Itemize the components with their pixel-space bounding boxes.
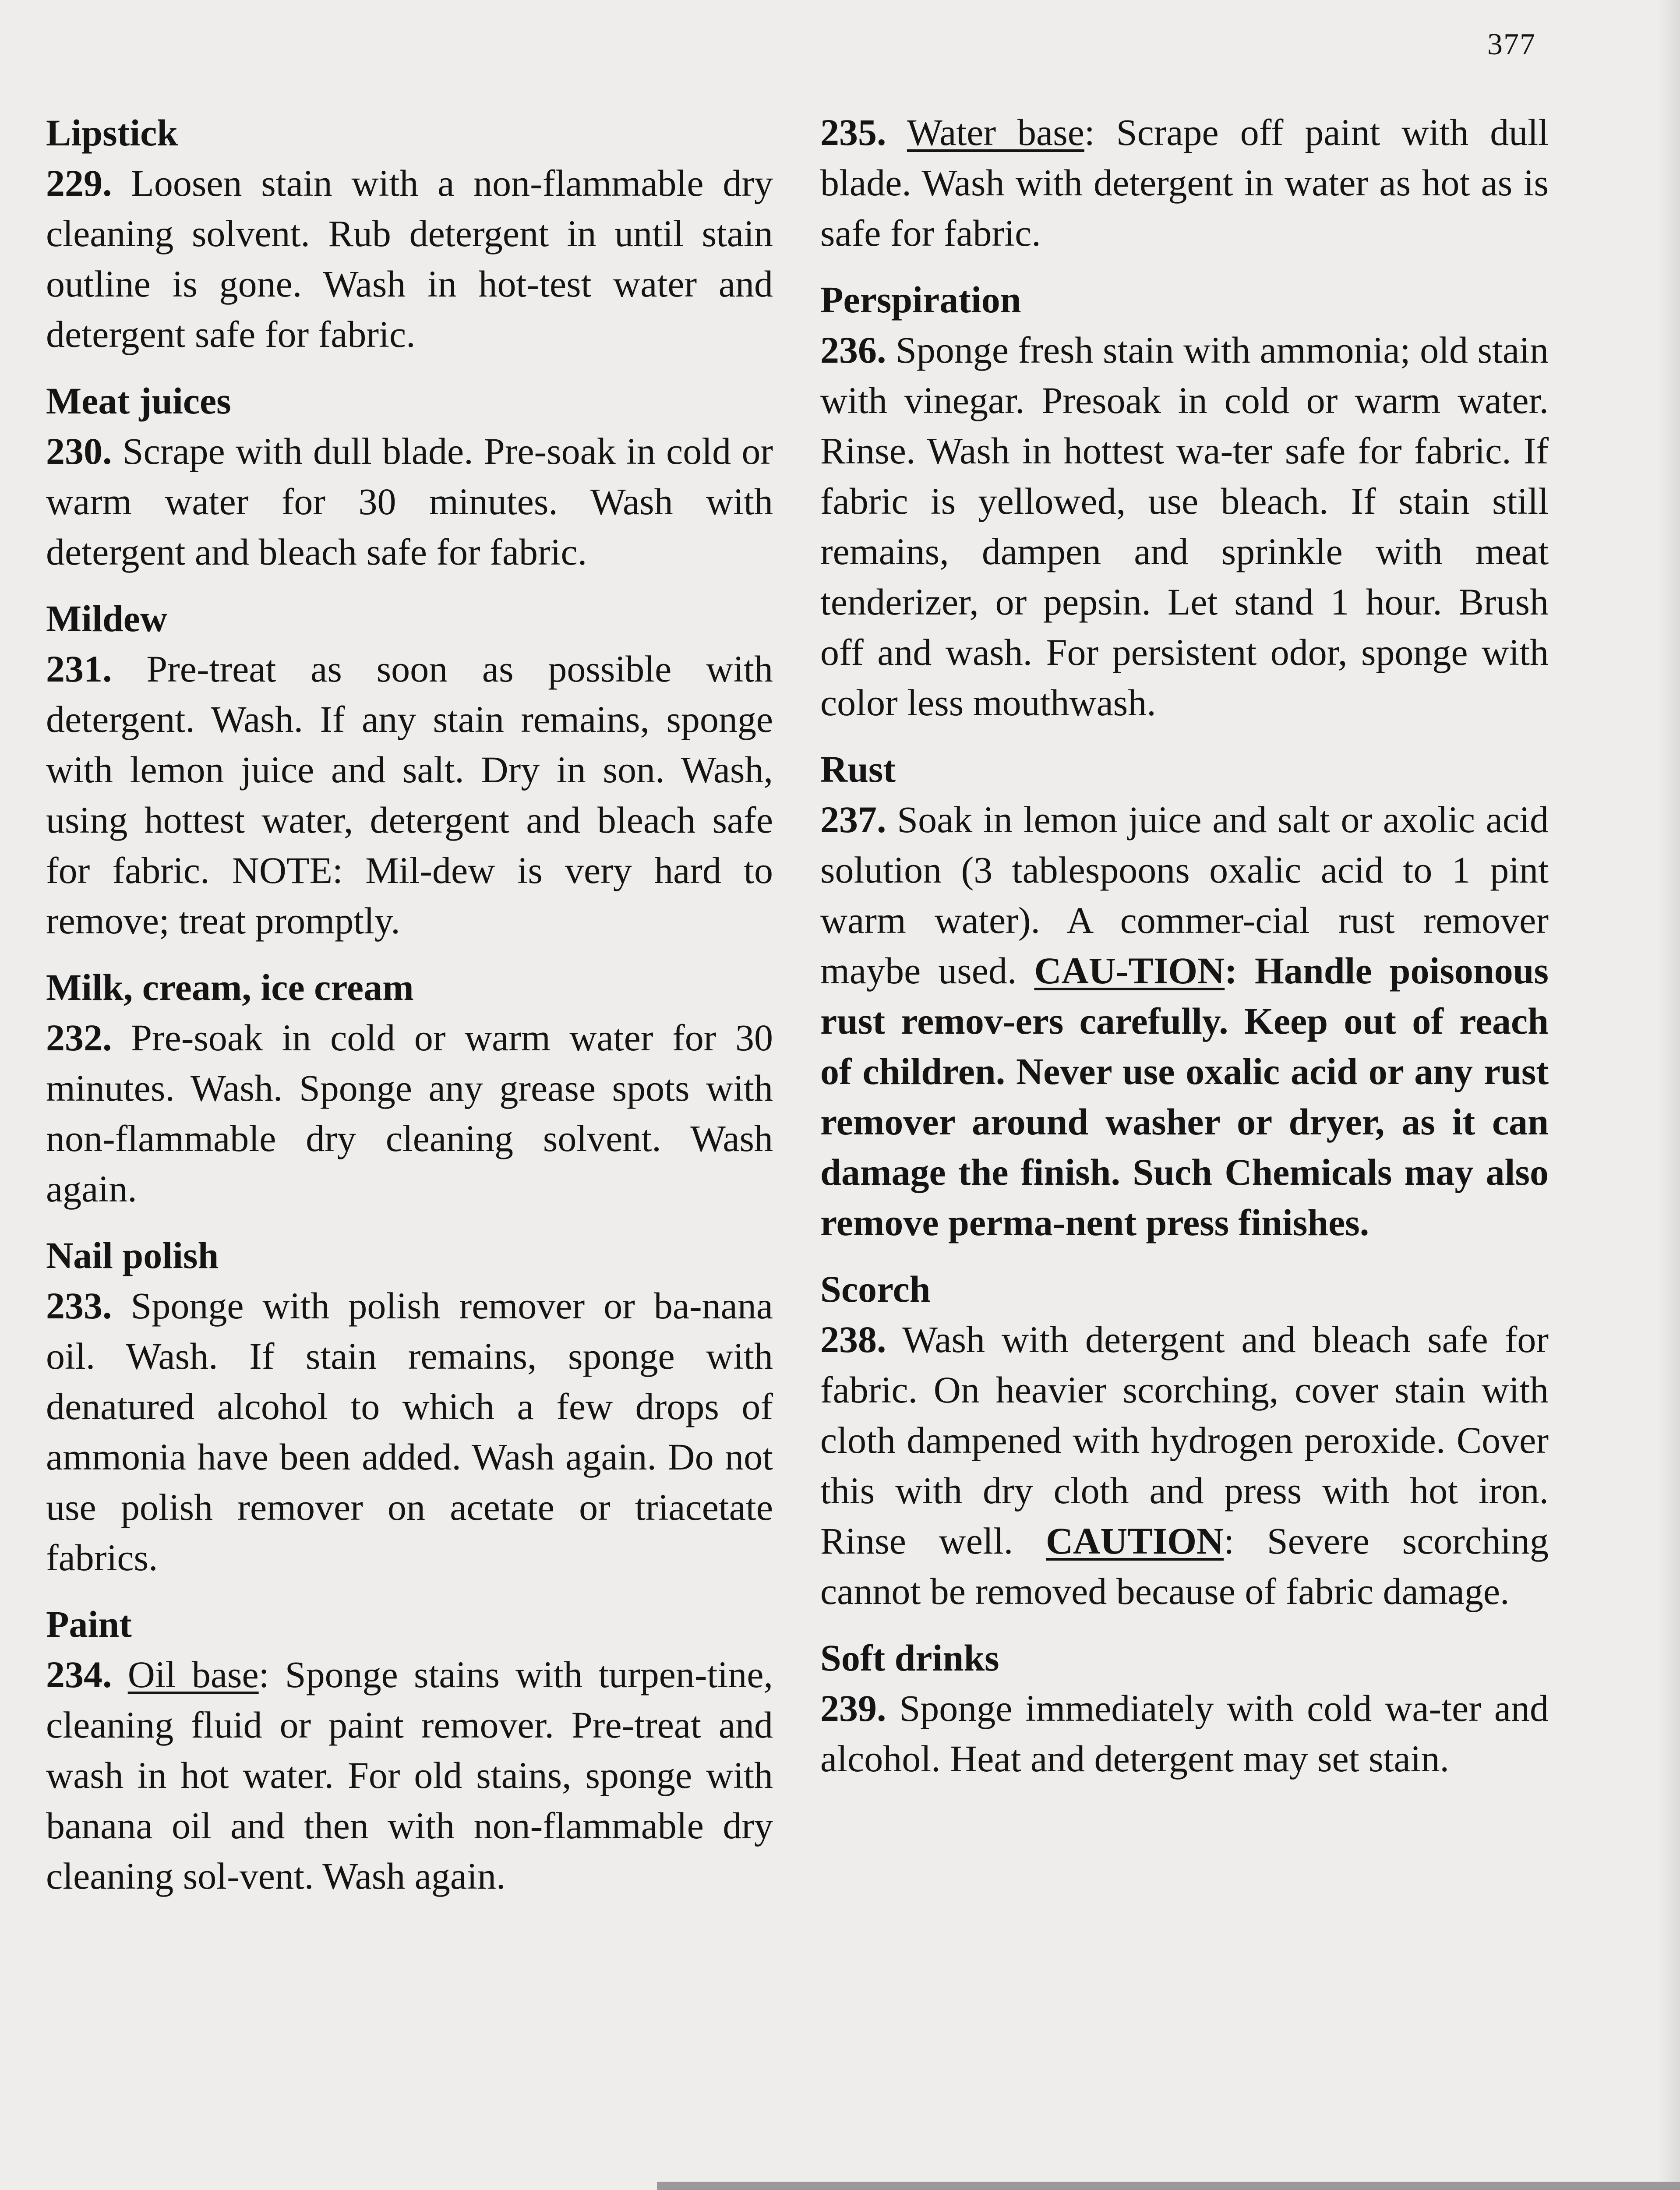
entry-text: Sponge with polish remover or ba-nana oil. Wash. If stain remains, sponge with denatured alcohol to which a few drops of ammonia have been added. Wash again. Do not use polish remover on acetate or triacetate fabrics. <box>46 1285 773 1579</box>
caution-label: CAUTION <box>1046 1520 1224 1562</box>
section-heading-nail-polish: Nail polish <box>46 1234 219 1276</box>
entry-number: 237. <box>820 798 886 841</box>
section-heading-mildew: Mildew <box>46 597 168 639</box>
entry-number: 234. <box>46 1653 112 1695</box>
entry-number: 232. <box>46 1017 112 1059</box>
entry-text: Sponge immediately with cold wa-ter and alcohol. Heat and detergent may set stain. <box>820 1687 1549 1780</box>
entry-number: 236. <box>820 329 886 371</box>
entry-number: 229. <box>46 162 112 204</box>
entry-231 <box>46 644 773 946</box>
entry-number: 235. <box>820 111 886 153</box>
section-heading-scorch: Scorch <box>820 1268 931 1310</box>
section-heading-rust: Rust <box>820 748 896 790</box>
right-column <box>820 107 1549 1800</box>
section-heading-paint: Paint <box>46 1603 132 1645</box>
entry-text: Pre-soak in cold or warm water for 30 minutes. Wash. Sponge any grease spots with non-flammable dry cleaning solvent. Wash again. <box>46 1017 773 1210</box>
caution-label: CAU-TION <box>1034 950 1225 992</box>
entry-text: Pre-treat as soon as possible with detergent. Wash. If any stain remains, sponge with lemon juice and salt. Dry in son. Wash, using hottest water, detergent and bleach safe for fabric. NOTE: Mil-dew is very hard to remove; treat promptly. <box>46 648 773 942</box>
section-heading-milk-cream-ice-cream: Milk, cream, ice cream <box>46 966 414 1008</box>
entry-number: 230. <box>46 430 112 472</box>
entry-text: Wash with detergent and bleach safe for fabric. On heavier scorching, cover stain with cloth dampened with hydrogen peroxide. Cover this with dry cloth and press with hot iron. Rinse well. <box>820 1318 1549 1562</box>
entry-232 <box>46 1013 773 1214</box>
entry-230 <box>46 426 773 577</box>
entry-text: : Scrape off paint with dull blade. Wash with detergent in water as hot as is safe for fabric. <box>820 111 1549 254</box>
entry-number: 239. <box>820 1687 886 1729</box>
entry-237 <box>820 795 1549 1248</box>
left-column <box>46 107 773 1917</box>
entry-text: Loosen stain with a non-flammable dry cleaning solvent. Rub detergent in until stain outline is gone. Wash in hot-test water and detergent safe for fabric. <box>46 162 773 355</box>
entry-text: Soak in lemon juice and salt or axolic acid solution (3 tablespoons oxalic acid to 1 pint warm water). A commer-cial rust remover maybe used. <box>820 798 1549 992</box>
entry-number: 233. <box>46 1285 112 1327</box>
entry-236 <box>820 325 1549 728</box>
entry-text: Sponge fresh stain with ammonia; old stain with vinegar. Presoak in cold or warm water. Rinse. Wash in hottest wa-ter safe for fabric. If fabric is yellowed, use bleach. If stain still remains, dampen and sprinkle with meat tenderizer, or pepsin. Let stand 1 hour. Brush off and wash. For persistent odor, sponge with color less mouthwash. <box>820 329 1549 724</box>
section-heading-perspiration: Perspiration <box>820 279 1021 321</box>
entry-229 <box>46 158 773 360</box>
entry-underlined-label: Oil base <box>127 1653 259 1695</box>
entry-text: : Sponge stains with turpen-tine, cleaning fluid or paint remover. Pre-treat and wash in hot water. For old stains, sponge with banana oil and then with non-flammable dry cleaning sol-vent. Wash again. <box>46 1653 773 1897</box>
entry-239 <box>820 1683 1549 1784</box>
entry-number: 238. <box>820 1318 886 1360</box>
section-heading-soft-drinks: Soft drinks <box>820 1637 999 1679</box>
entry-233 <box>46 1281 773 1583</box>
section-heading-meat-juices: Meat juices <box>46 380 231 422</box>
entry-235 <box>820 107 1549 258</box>
entry-underlined-label: Water base <box>907 111 1084 153</box>
page-number: 377 <box>1487 28 1536 61</box>
page-edge-shadow <box>1658 0 1680 2190</box>
entry-number: 231. <box>46 648 112 690</box>
entry-238 <box>820 1314 1549 1617</box>
entry-234 <box>46 1650 773 1901</box>
scan-bottom-edge <box>657 2182 1680 2190</box>
caution-text: : Handle poisonous rust remov-ers carefully. Keep out of reach of children. Never use oxalic acid or any rust remover around washer or dryer, as it can damage the finish. Such Chemicals may also remove perma-nent press finishes. <box>820 950 1549 1243</box>
entry-text: Scrape with dull blade. Pre-soak in cold or warm water for 30 minutes. Wash with detergent and bleach safe for fabric. <box>46 430 773 573</box>
section-heading-lipstick: Lipstick <box>46 112 178 154</box>
caution-text: : Severe scorching cannot be removed because of fabric damage. <box>820 1520 1549 1612</box>
